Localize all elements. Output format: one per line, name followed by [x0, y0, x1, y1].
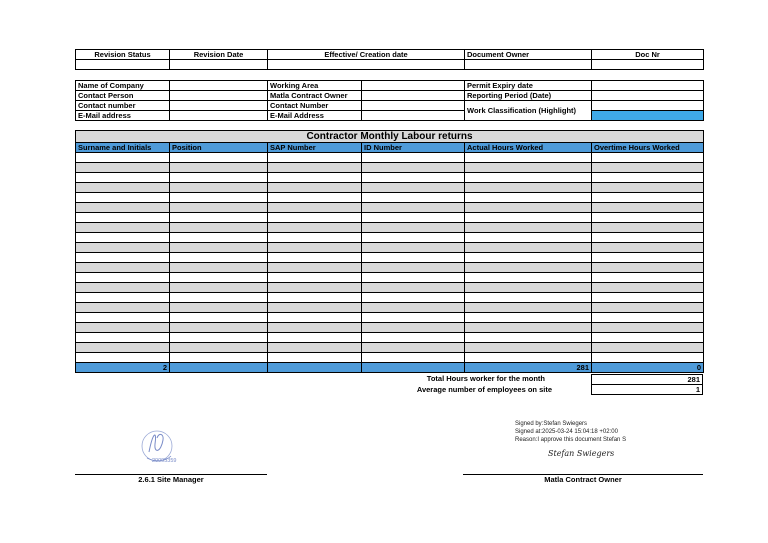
col-actual-hours: Actual Hours Worked [465, 143, 592, 153]
company-name-value[interactable] [170, 81, 268, 91]
table-cell[interactable] [465, 273, 592, 283]
table-cell[interactable] [592, 303, 704, 313]
table-cell[interactable] [268, 173, 362, 183]
table-cell[interactable] [465, 163, 592, 173]
table-cell[interactable] [76, 273, 170, 283]
revision-table [75, 49, 704, 70]
table-cell[interactable] [268, 153, 362, 163]
table-cell[interactable] [76, 323, 170, 333]
table-cell[interactable] [76, 153, 170, 163]
avg-employees-value: 1 [592, 385, 703, 395]
table-cell[interactable] [465, 183, 592, 193]
table-cell[interactable] [465, 343, 592, 353]
summary-table [591, 374, 703, 395]
table-cell[interactable] [268, 183, 362, 193]
site-manager-caption: 2.6.1 Site Manager [138, 475, 204, 484]
table-row [76, 193, 704, 203]
table-cell[interactable] [592, 233, 704, 243]
creation-date-header: Effective/ Creation date [268, 50, 465, 60]
revision-date-header: Revision Date [170, 50, 268, 60]
contact-number-label: Contact number [76, 101, 170, 111]
table-cell[interactable] [268, 323, 362, 333]
table-cell[interactable] [362, 193, 465, 203]
labour-returns-table [75, 130, 704, 373]
col-sap-number: SAP Number [268, 143, 362, 153]
table-cell[interactable] [268, 163, 362, 173]
document-owner-header: Document Owner [465, 50, 592, 60]
table-cell[interactable] [592, 243, 704, 253]
table-cell[interactable] [362, 353, 465, 363]
returns-title-row [76, 131, 704, 143]
table-cell[interactable] [465, 293, 592, 303]
table-cell[interactable] [170, 313, 268, 323]
table-cell[interactable] [170, 213, 268, 223]
table-cell[interactable] [76, 233, 170, 243]
signed-by-text: Signed by:Stefan Swiegers [515, 421, 588, 427]
table-cell[interactable] [592, 343, 704, 353]
table-cell[interactable] [362, 303, 465, 313]
table-cell[interactable] [76, 283, 170, 293]
permit-expiry-value[interactable] [592, 81, 704, 91]
table-cell[interactable] [592, 293, 704, 303]
table-row [76, 203, 704, 213]
table-cell[interactable] [465, 243, 592, 253]
table-cell[interactable] [76, 243, 170, 253]
table-cell[interactable] [362, 343, 465, 353]
table-cell[interactable] [76, 193, 170, 203]
table-cell[interactable] [268, 253, 362, 263]
table-cell[interactable] [362, 273, 465, 283]
working-area-value[interactable] [362, 81, 465, 91]
total-id [362, 363, 465, 373]
table-row [76, 183, 704, 193]
table-cell[interactable] [268, 213, 362, 223]
table-row [76, 353, 704, 363]
table-cell[interactable] [592, 183, 704, 193]
table-row [76, 333, 704, 343]
table-cell[interactable] [268, 333, 362, 343]
table-cell[interactable] [465, 353, 592, 363]
table-cell[interactable] [592, 173, 704, 183]
total-overtime-hours: 0 [592, 363, 704, 373]
reporting-period-value[interactable] [592, 91, 704, 101]
owner-contact-number-value[interactable] [362, 101, 465, 111]
table-cell[interactable] [362, 313, 465, 323]
table-cell[interactable] [592, 203, 704, 213]
table-cell[interactable] [268, 243, 362, 253]
table-row [76, 283, 704, 293]
total-actual-hours: 281 [465, 363, 592, 373]
table-row [76, 253, 704, 263]
table-row [76, 343, 704, 353]
total-position [170, 363, 268, 373]
table-row [76, 153, 704, 163]
table-cell[interactable] [268, 353, 362, 363]
owner-contact-number-label: Contact Number [268, 101, 362, 111]
contact-person-value[interactable] [170, 91, 268, 101]
table-cell[interactable] [76, 313, 170, 323]
table-row [76, 273, 704, 283]
table-row [76, 323, 704, 333]
creation-date-cell[interactable] [268, 60, 465, 70]
company-name-label: Name of Company [76, 81, 170, 91]
table-cell[interactable] [76, 353, 170, 363]
table-row [76, 233, 704, 243]
table-cell[interactable] [592, 163, 704, 173]
contact-person-label: Contact Person [76, 91, 170, 101]
table-cell[interactable] [592, 273, 704, 283]
contract-owner-caption: Matla Contract Owner [544, 475, 622, 484]
contract-owner-signature: Stefan Swiegers [548, 449, 615, 458]
signature-stamp-number: 20095359 [152, 458, 177, 464]
table-cell[interactable] [362, 163, 465, 173]
email-value[interactable] [170, 111, 268, 121]
table-row [76, 223, 704, 233]
table-cell[interactable] [170, 193, 268, 203]
table-cell[interactable] [268, 303, 362, 313]
table-cell[interactable] [268, 283, 362, 293]
table-cell[interactable] [362, 323, 465, 333]
table-cell[interactable] [170, 333, 268, 343]
contract-owner-value[interactable] [362, 91, 465, 101]
table-cell[interactable] [268, 313, 362, 323]
table-cell[interactable] [268, 193, 362, 203]
table-cell[interactable] [362, 173, 465, 183]
table-cell[interactable] [170, 263, 268, 273]
revision-status-header: Revision Status [76, 50, 170, 60]
total-employees: 2 [76, 363, 170, 373]
table-cell[interactable] [362, 333, 465, 343]
table-cell[interactable] [465, 203, 592, 213]
table-cell[interactable] [170, 293, 268, 303]
col-position: Position [170, 143, 268, 153]
total-hours-value: 281 [592, 375, 703, 385]
table-cell[interactable] [362, 203, 465, 213]
table-cell[interactable] [76, 163, 170, 173]
table-cell[interactable] [465, 323, 592, 333]
table-cell[interactable] [170, 173, 268, 183]
table-cell[interactable] [170, 343, 268, 353]
revision-status-cell[interactable] [76, 60, 170, 70]
table-cell[interactable] [76, 303, 170, 313]
total-sap [268, 363, 362, 373]
col-overtime-hours: Overtime Hours Worked [592, 143, 704, 153]
table-cell[interactable] [170, 353, 268, 363]
table-cell[interactable] [268, 263, 362, 273]
contract-owner-label: Matla Contract Owner [268, 91, 362, 101]
table-row [76, 173, 704, 183]
table-row [76, 293, 704, 303]
table-cell[interactable] [170, 233, 268, 243]
table-cell[interactable] [362, 263, 465, 273]
work-classification-label: Work Classification (Highlight) [465, 101, 592, 121]
table-cell[interactable] [592, 223, 704, 233]
working-area-label: Working Area [268, 81, 362, 91]
table-row [76, 263, 704, 273]
table-cell[interactable] [76, 203, 170, 213]
table-cell[interactable] [362, 243, 465, 253]
col-id-number: ID Number [362, 143, 465, 153]
table-cell[interactable] [362, 293, 465, 303]
table-cell[interactable] [592, 213, 704, 223]
table-cell[interactable] [362, 233, 465, 243]
doc-nr-cell[interactable] [592, 60, 704, 70]
work-classification-highlight[interactable] [592, 111, 704, 121]
table-cell[interactable] [465, 253, 592, 263]
table-cell[interactable] [76, 253, 170, 263]
table-cell[interactable] [465, 153, 592, 163]
revision-header-row [76, 50, 704, 60]
table-cell[interactable] [170, 273, 268, 283]
table-cell[interactable] [170, 153, 268, 163]
table-cell[interactable] [465, 283, 592, 293]
table-cell[interactable] [465, 213, 592, 223]
table-cell[interactable] [268, 233, 362, 243]
table-cell[interactable] [465, 333, 592, 343]
table-cell[interactable] [362, 213, 465, 223]
owner-email-label: E-Mail Address [268, 111, 362, 121]
table-cell[interactable] [268, 293, 362, 303]
table-cell[interactable] [76, 223, 170, 233]
table-cell[interactable] [592, 323, 704, 333]
table-cell[interactable] [170, 323, 268, 333]
table-cell[interactable] [465, 303, 592, 313]
table-row [76, 163, 704, 173]
table-cell[interactable] [170, 253, 268, 263]
returns-title: Contractor Monthly Labour returns [76, 131, 704, 143]
table-cell[interactable] [170, 183, 268, 193]
table-cell[interactable] [465, 263, 592, 273]
table-row [76, 313, 704, 323]
table-row [76, 303, 704, 313]
doc-nr-header: Doc Nr [592, 50, 704, 60]
permit-expiry-label: Permit Expiry date [465, 81, 592, 91]
table-cell[interactable] [76, 343, 170, 353]
table-cell[interactable] [465, 313, 592, 323]
revision-date-cell[interactable] [170, 60, 268, 70]
table-row [76, 243, 704, 253]
table-cell[interactable] [592, 313, 704, 323]
company-info-table [75, 80, 704, 121]
avg-employees-label: Average number of employees on site [416, 385, 552, 394]
table-cell[interactable] [362, 153, 465, 163]
reporting-period-label: Reporting Period (Date) [465, 91, 592, 101]
table-cell[interactable] [268, 203, 362, 213]
owner-email-value[interactable] [362, 111, 465, 121]
table-cell[interactable] [268, 343, 362, 353]
table-cell[interactable] [268, 223, 362, 233]
document-owner-cell[interactable] [465, 60, 592, 70]
table-cell[interactable] [362, 253, 465, 263]
email-label: E-Mail address [76, 111, 170, 121]
table-cell[interactable] [76, 263, 170, 273]
table-cell[interactable] [170, 223, 268, 233]
table-cell[interactable] [170, 243, 268, 253]
table-cell[interactable] [170, 203, 268, 213]
table-cell[interactable] [592, 253, 704, 263]
table-cell[interactable] [592, 263, 704, 273]
table-cell[interactable] [592, 153, 704, 163]
table-cell[interactable] [592, 283, 704, 293]
table-cell[interactable] [592, 333, 704, 343]
table-cell[interactable] [76, 333, 170, 343]
table-cell[interactable] [76, 173, 170, 183]
col-surname: Surname and Initials [76, 143, 170, 153]
table-cell[interactable] [465, 173, 592, 183]
table-cell[interactable] [362, 223, 465, 233]
table-cell[interactable] [465, 193, 592, 203]
work-classification-blank[interactable] [592, 101, 704, 111]
table-cell[interactable] [76, 293, 170, 303]
contact-number-value[interactable] [170, 101, 268, 111]
table-cell[interactable] [76, 213, 170, 223]
revision-value-row [76, 60, 704, 70]
returns-totals-row [76, 363, 704, 373]
table-cell[interactable] [268, 273, 362, 283]
table-cell[interactable] [362, 183, 465, 193]
signed-reason-text: Reason:I approve this document Stefan S [515, 437, 627, 443]
signed-at-text: Signed at:2025-03-24 15:04:18 +02:00 [515, 429, 618, 435]
table-cell[interactable] [592, 193, 704, 203]
table-cell[interactable] [362, 283, 465, 293]
table-cell[interactable] [170, 303, 268, 313]
table-cell[interactable] [465, 223, 592, 233]
total-hours-label: Total Hours worker for the month [426, 374, 545, 383]
table-cell[interactable] [170, 163, 268, 173]
table-cell[interactable] [465, 233, 592, 243]
table-cell[interactable] [76, 183, 170, 193]
returns-header-row [76, 143, 704, 153]
table-cell[interactable] [170, 283, 268, 293]
table-row [76, 213, 704, 223]
table-cell[interactable] [592, 353, 704, 363]
